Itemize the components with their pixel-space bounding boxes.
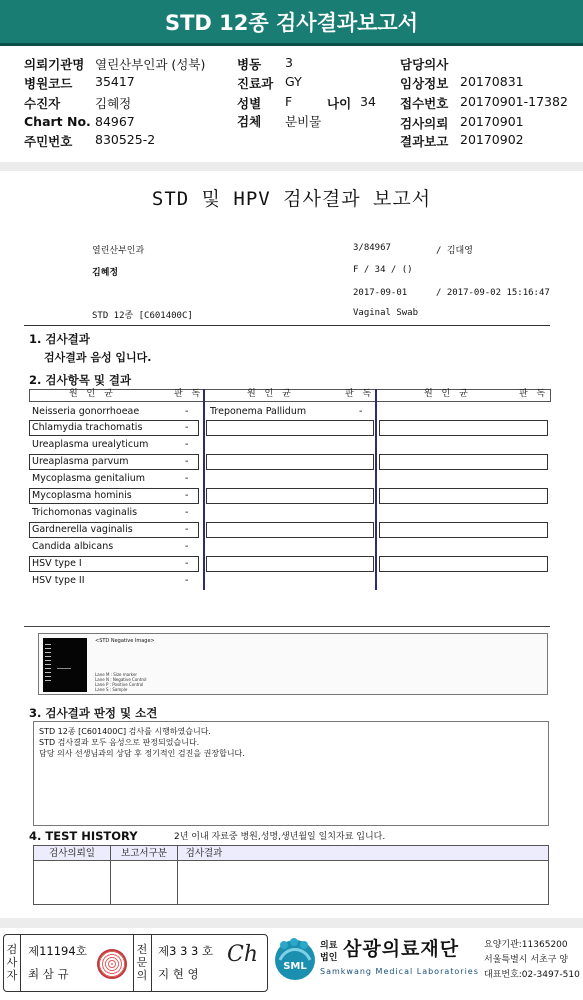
reviewer-label: 전문의	[136, 943, 148, 982]
pathogen-result: -	[185, 456, 189, 467]
empty-result-box	[379, 556, 548, 572]
col2-pathogen-header: 원 인 균	[247, 389, 294, 399]
history-col-result: 검사결과	[185, 848, 223, 859]
sml-logo-icon	[272, 936, 318, 982]
meta-clinic: 열린산부인과	[92, 246, 145, 256]
pathogen-result: -	[185, 507, 189, 518]
section-divider	[24, 325, 550, 326]
pathogen-name: Mycoplasma hominis	[32, 490, 132, 501]
reviewer-name: 지 현 영	[158, 967, 199, 981]
section2-title: 2. 검사항목 및 결과	[29, 373, 132, 387]
header-separator	[0, 162, 583, 171]
request-label: 검사의뢰	[400, 116, 449, 131]
section4-title: 4. TEST HISTORY	[29, 829, 138, 843]
pathogen-result: -	[359, 406, 363, 417]
gel-electrophoresis-image	[43, 638, 87, 692]
pathogen-name: Ureaplasma urealyticum	[32, 439, 149, 450]
pathogen-name: Neisseria gonorrhoeae	[32, 406, 140, 417]
pathogen-name: Mycoplasma genitalium	[32, 473, 146, 484]
doctor-label: 담당의사	[400, 57, 449, 72]
empty-result-box	[379, 522, 548, 538]
grid-divider-2	[375, 389, 377, 590]
gel-legend-item: Lane S : Sample	[95, 687, 128, 692]
receipt-value: 20170901-17382	[460, 94, 568, 109]
gel-legend-item: Lane P : Positive Control	[95, 682, 144, 687]
report-footer	[0, 930, 583, 1000]
pathogen-result: -	[185, 575, 189, 586]
report-label: 결과보고	[400, 134, 449, 149]
opinion-line: STD 검사결과 모두 음성으로 판정되었습니다.	[39, 738, 200, 747]
gel-legend-item: Lane N : Negative Control	[95, 677, 147, 682]
test-row	[29, 488, 199, 504]
pathogen-result: -	[185, 558, 189, 569]
hospital-code-value: 35417	[95, 74, 135, 89]
gel-image	[38, 633, 548, 695]
test-row	[29, 573, 203, 589]
report-title-bar	[0, 0, 583, 46]
empty-result-box	[206, 420, 374, 436]
brand-prefix: 의료 법인	[320, 941, 338, 963]
receipt-label: 접수번호	[400, 96, 449, 111]
empty-result-box	[379, 454, 548, 470]
report-date: 20170902	[460, 132, 524, 147]
grid-divider-1	[203, 389, 205, 590]
empty-result-box	[206, 522, 374, 538]
pathogen-result: -	[185, 406, 189, 417]
pathogen-result: -	[185, 490, 189, 501]
history-col-report-type: 보고서구분	[121, 848, 167, 859]
clinical-info-label: 임상정보	[400, 76, 449, 91]
pathogen-name: Treponema Pallidum	[210, 406, 307, 417]
meta-chart: 3/84967	[353, 243, 391, 253]
test-row	[29, 404, 203, 420]
col1-result-header: 판 독	[174, 389, 204, 399]
pathogen-name: Chlamydia trachomatis	[32, 422, 143, 433]
opinion-box	[33, 721, 549, 826]
age-value: 34	[360, 94, 376, 109]
col1-pathogen-header: 원 인 균	[69, 389, 116, 399]
resident-no-label: 주민번호	[24, 134, 73, 149]
meta-sex-age: F / 34 / ()	[353, 265, 413, 275]
chart-no-label: Chart No.	[24, 114, 91, 129]
empty-result-box	[379, 420, 548, 436]
organization-info	[484, 938, 580, 983]
chart-no-value: 84967	[95, 114, 135, 129]
patient-info-block	[0, 49, 583, 169]
pathogen-name: Trichomonas vaginalis	[32, 507, 138, 518]
dept-value: GY	[285, 74, 302, 89]
test-row	[29, 471, 203, 487]
test-row	[29, 539, 203, 555]
empty-result-box	[206, 556, 374, 572]
patient-name: 김혜정	[95, 96, 132, 111]
pathogen-result: -	[185, 524, 189, 535]
history-table	[33, 845, 549, 905]
pathogen-result: -	[185, 473, 189, 484]
clinical-info-value: 20170831	[460, 74, 524, 89]
inspector-name: 최 삼 규	[28, 967, 69, 981]
history-col-request-date: 검사의뢰일	[49, 848, 95, 859]
opinion-line: STD 12종 [C601400C] 검사를 시행하였습니다.	[39, 727, 211, 736]
org-address: 서울특별시 서초구 양	[484, 955, 568, 965]
institution-value: 열린산부인과 (성북)	[95, 57, 206, 72]
test-row	[207, 404, 373, 420]
meta-doctor: / 김대영	[436, 246, 473, 256]
section3-title: 3. 검사결과 판정 및 소견	[29, 706, 158, 720]
test-row	[29, 522, 199, 538]
specimen-value: 분비물	[285, 114, 322, 129]
report-header-title: STD 12종 검사결과보고서	[164, 11, 418, 35]
pathogen-name: Candida albicans	[32, 541, 114, 552]
gel-legend-item: Lane M : Size marker	[95, 672, 138, 677]
col2-result-header: 판 독	[345, 389, 375, 399]
pathogen-name: HSV type II	[32, 575, 85, 586]
test-row	[29, 505, 203, 521]
section1-result-text: 검사결과 음성 입니다.	[44, 351, 152, 364]
test-items-grid	[29, 389, 551, 589]
col3-result-header: 판 독	[519, 389, 549, 399]
org-phone: 대표번호:02-3497-510	[484, 970, 580, 980]
history-divider	[177, 846, 178, 904]
patient-label: 수진자	[24, 96, 61, 111]
report-main-title: STD 및 HPV 검사결과 보고서	[151, 188, 432, 210]
history-note: 2년 이내 자료중 병원,성명,생년월일 일치자료 입니다.	[174, 832, 386, 842]
logo-text: SML	[283, 961, 307, 972]
pathogen-name: HSV type I	[32, 558, 82, 569]
official-seal	[97, 949, 127, 979]
reviewer-license: 제3 3 3 호	[158, 944, 214, 958]
handwritten-signature: Ch	[227, 942, 259, 967]
inspector-license: 제11194호	[28, 944, 87, 958]
sex-label: 성별	[237, 96, 262, 111]
meta-patient: 김혜정	[92, 268, 119, 278]
test-row	[29, 556, 199, 572]
empty-result-box	[206, 454, 374, 470]
meta-specimen: Vaginal Swab	[353, 308, 419, 318]
empty-result-box	[379, 488, 548, 504]
opinion-line: 담당 의사 선생님과의 상담 후 정기적인 검진을 권장합니다.	[39, 749, 245, 758]
request-date: 20170901	[460, 114, 524, 129]
specimen-label: 검체	[237, 114, 262, 129]
ward-value: 3	[285, 55, 293, 70]
institution-label: 의뢰기관명	[24, 57, 85, 72]
age-label: 나이	[327, 96, 352, 111]
sex-value: F	[285, 94, 293, 109]
gel-image-caption: <STD Negative Image>	[95, 638, 155, 644]
meta-request-date: 2017-09-01	[353, 288, 408, 298]
pathogen-result: -	[185, 439, 189, 450]
pathogen-name: Gardnerella vaginalis	[32, 524, 133, 535]
meta-test-name: STD 12종 [C601400C]	[92, 311, 193, 321]
test-row	[29, 454, 199, 470]
gel-image-frame	[24, 626, 550, 700]
ward-label: 병동	[237, 57, 262, 72]
pathogen-result: -	[185, 422, 189, 433]
col3-pathogen-header: 원 인 균	[424, 389, 471, 399]
org-code: 요양기관:11365200	[484, 940, 568, 950]
section1-title: 1. 검사결과	[29, 332, 90, 346]
hospital-code-label: 병원코드	[24, 76, 73, 91]
meta-report-datetime: / 2017-09-02 15:16:47	[436, 288, 550, 298]
test-row	[29, 437, 203, 453]
test-row	[29, 420, 199, 436]
brand-english-name: Samkwang Medical Laboratories	[320, 967, 479, 976]
history-divider	[110, 846, 111, 904]
footer-separator	[0, 918, 583, 928]
empty-result-box	[206, 488, 374, 504]
brand-name: 삼광의료재단	[343, 938, 460, 960]
pathogen-result: -	[185, 541, 189, 552]
dept-label: 진료과	[237, 76, 274, 91]
pathogen-name: Ureaplasma parvum	[32, 456, 129, 467]
resident-no-value: 830525-2	[95, 132, 156, 147]
inspector-label: 검사자	[6, 943, 18, 982]
